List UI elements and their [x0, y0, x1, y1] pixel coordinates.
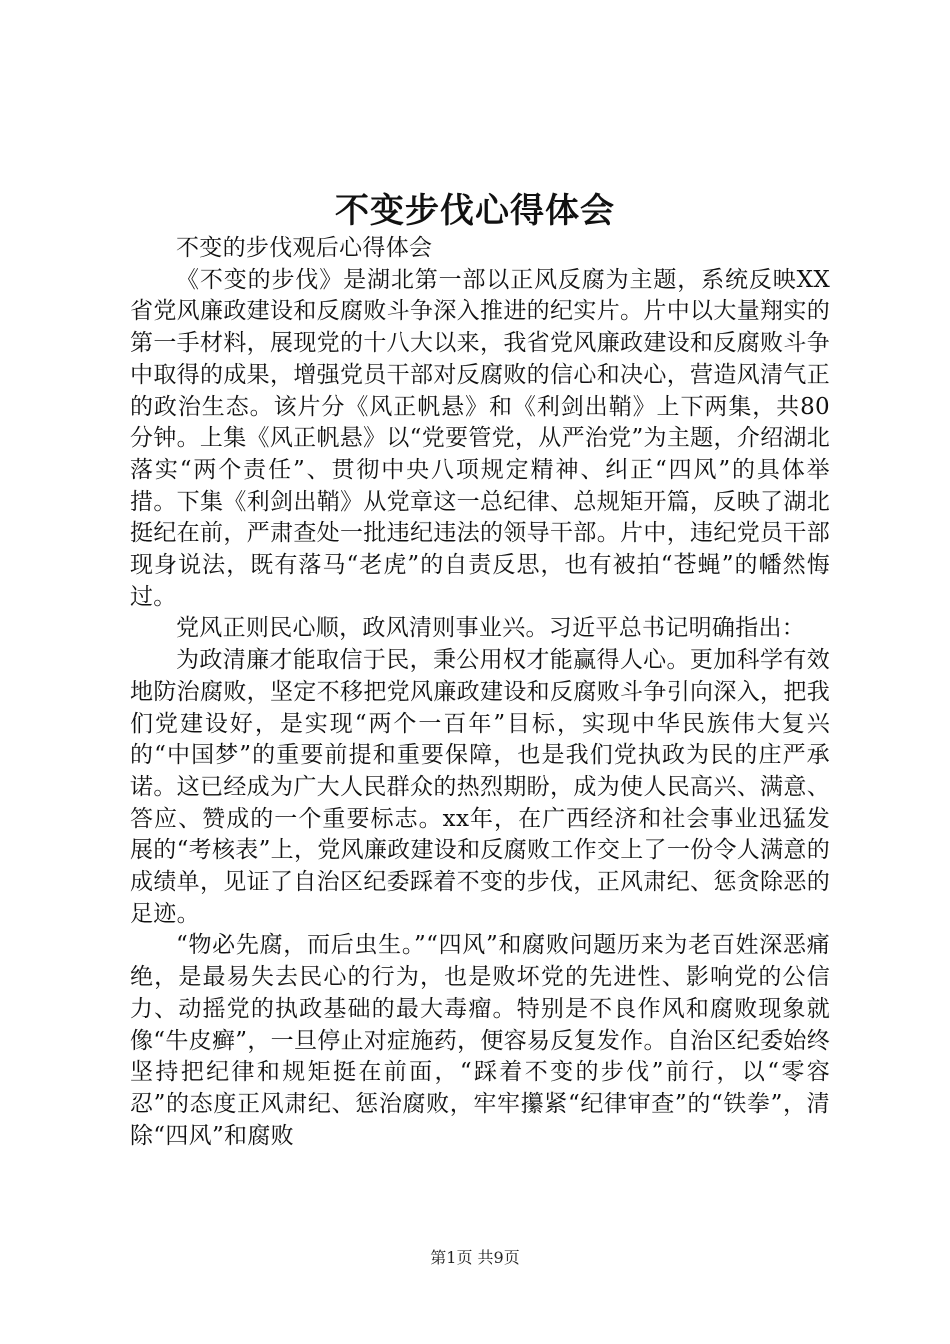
body-paragraph: 《不变的步伐》是湖北第一部以正风反腐为主题，系统反映XX省党风廉政建设和反腐败斗争深入推进的纪实片。片中以大量翔实的第一手材料，展现党的十八大以来，我省党风廉政建设和反腐败斗争中取得的成果，增强党员干部对反腐败的信心和决心，营造风清气正的政治生态。该片分《风正帆悬》和《利剑出鞘》上下两集，共80分钟。上集《风正帆悬》以“党要管党，从严治党”为主题，介绍湖北落实“两个责任”、贯彻中央八项规定精神、纠正“四风”的具体举措。下集《利剑出鞘》从党章这一总纪律、总规矩开篇，反映了湖北挺纪在前，严肃查处一批违纪违法的领导干部。片中，违纪党员干部现身说法，既有落马“老虎”的自责反思，也有被拍“苍蝇”的幡然悔过。 [130, 266, 830, 610]
body-paragraph: “物必先腐，而后虫生。”“四风”和腐败问题历来为老百姓深恶痛绝，是最易失去民心的行为，也是败坏党的先进性、影响党的公信力、动摇党的执政基础的最大毒瘤。特别是不良作风和腐败现象就像“牛皮癣”，一旦停止对症施药，便容易反复发作。自治区纪委始终坚持把纪律和规矩挺在前面，“踩着不变的步伐”前行，以“零容忍”的态度正风肃纪、惩治腐败，牢牢攥紧“纪律审查”的“铁拳”，清除“四风”和腐败 [130, 932, 830, 1149]
body-paragraph: 为政清廉才能取信于民，秉公用权才能赢得人心。更加科学有效地防治腐败，坚定不移把党风廉政建设和反腐败斗争引向深入，把我们党建设好，是实现“两个一百年”目标，实现中华民族伟大复兴的“中国梦”的重要前提和重要保障，也是我们党执政为民的庄严承诺。这已经成为广大人民群众的热烈期盼，成为使人民高兴、满意、答应、赞成的一个重要标志。xx年，在广西经济和社会事业迅猛发展的“考核表”上，党风廉政建设和反腐败工作交上了一份令人满意的成绩单，见证了自治区纪委踩着不变的步伐，正风肃纪、惩贪除恶的足迹。 [130, 647, 830, 927]
page-number-footer: 第1页 共9页 [430, 1248, 520, 1267]
subtitle-paragraph: 不变的步伐观后心得体会 [176, 235, 433, 261]
document-title: 不变步伐心得体会 [335, 191, 615, 231]
document-body [130, 233, 830, 1152]
body-paragraph: 党风正则民心顺，政风清则事业兴。习近平总书记明确指出： [176, 615, 806, 642]
